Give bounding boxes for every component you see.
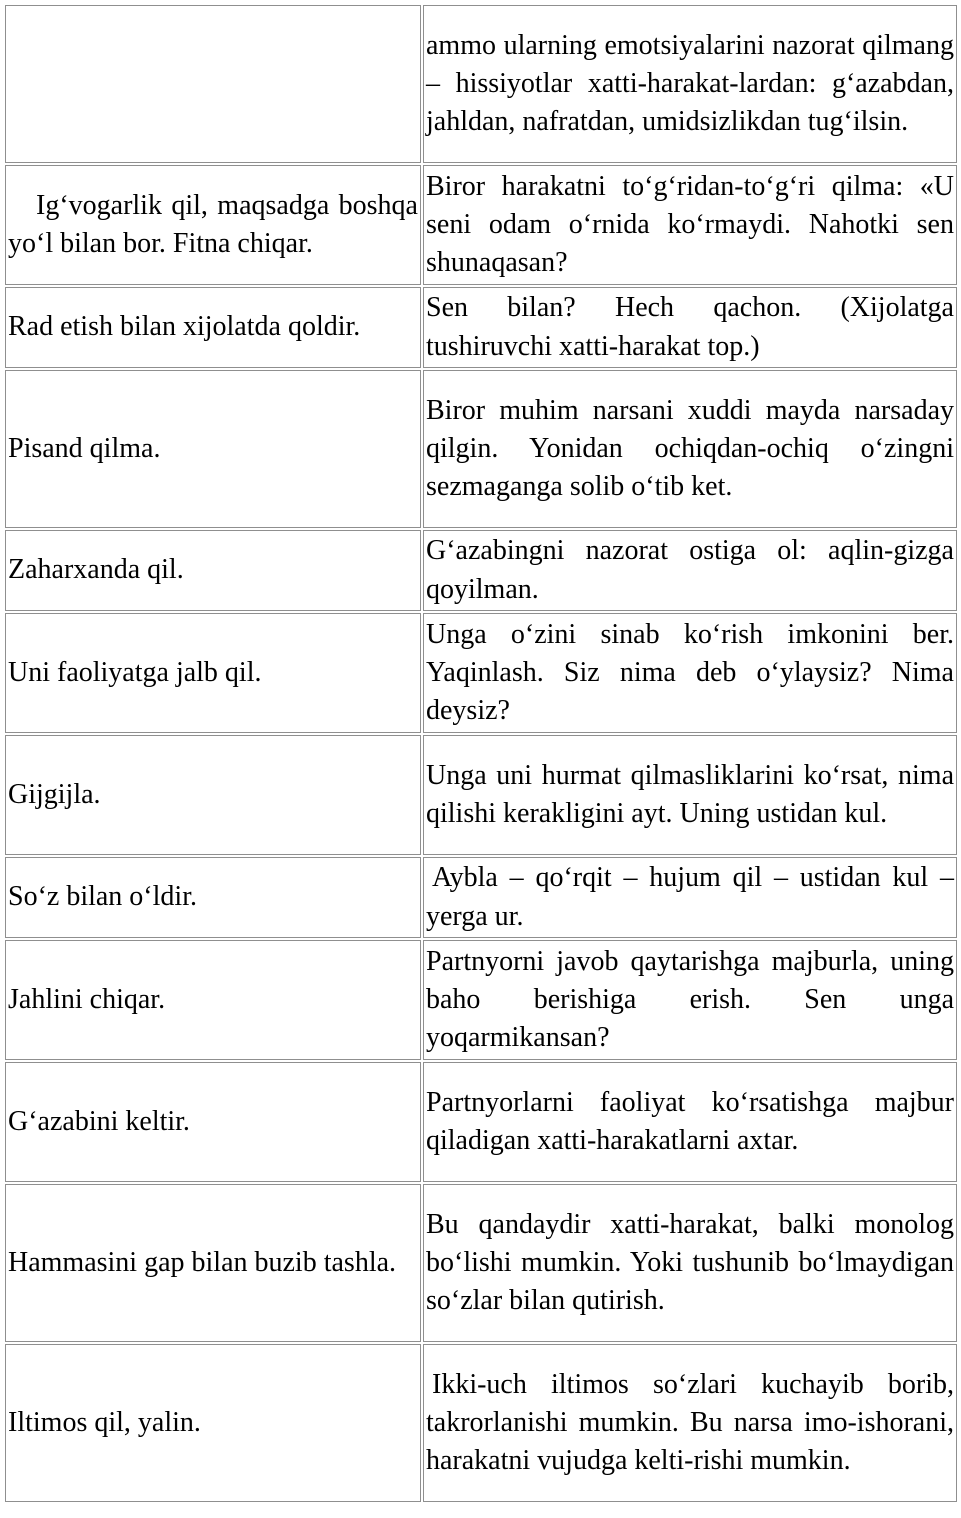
description-cell: Bu qandaydir xatti-harakat, balki monolog bo‘lishi mumkin. Yoki tushunib bo‘lmaydigan so‘zlar bilan qutirish.	[423, 1184, 957, 1342]
table-row	[5, 370, 957, 528]
description-cell: Sen bilan? Hech qachon. (Xijolatga tushiruvchi xatti-harakat top.)	[423, 287, 957, 368]
action-cell: Ig‘vogarlik qil, maqsadga boshqa yo‘l bilan bor. Fitna chiqar.	[5, 165, 421, 285]
description-cell: Partnyorlarni faoliyat ko‘rsatishga majbur qiladigan xatti-harakatlarni axtar.	[423, 1062, 957, 1182]
description-cell: Partnyorni javob qaytarishga majburla, uning baho berishiga erish. Sen unga yoqarmikansan?	[423, 940, 957, 1060]
description-cell: Biror muhim narsani xuddi mayda narsaday qilgin. Yonidan ochiqdan-ochiq o‘zingni sezmaganga solib o‘tib ket.	[423, 370, 957, 528]
description-cell: Unga o‘zini sinab ko‘rish imkonini ber. Yaqinlash. Siz nima deb o‘ylaysiz? Nima deysiz?	[423, 613, 957, 733]
table-row	[5, 287, 957, 368]
description-cell: Biror harakatni to‘g‘ridan-to‘g‘ri qilma: «U seni odam o‘rnida ko‘rmaydi. Nahotki sen shunaqasan?	[423, 165, 957, 285]
table-row	[5, 5, 957, 163]
action-cell: Iltimos qil, yalin.	[5, 1344, 421, 1502]
action-cell: Pisand qilma.	[5, 370, 421, 528]
action-cell: So‘z bilan o‘ldir.	[5, 857, 421, 938]
table-row	[5, 735, 957, 855]
action-cell: G‘azabini keltir.	[5, 1062, 421, 1182]
description-cell: Aybla – qo‘rqit – hujum qil – ustidan kul – yerga ur.	[423, 857, 957, 938]
action-cell: Jahlini chiqar.	[5, 940, 421, 1060]
action-cell: Gijgijla.	[5, 735, 421, 855]
description-cell: G‘azabingni nazorat ostiga ol: aqlin-gizga qoyilman.	[423, 530, 957, 611]
action-cell	[5, 5, 421, 163]
table-row	[5, 165, 957, 285]
actions-table	[3, 3, 959, 1504]
table-row	[5, 1184, 957, 1342]
table-row	[5, 530, 957, 611]
table-row	[5, 613, 957, 733]
table-row	[5, 857, 957, 938]
table-row	[5, 940, 957, 1060]
action-cell: Rad etish bilan xijolatda qoldir.	[5, 287, 421, 368]
action-cell: Uni faoliyatga jalb qil.	[5, 613, 421, 733]
description-cell: Unga uni hurmat qilmasliklarini ko‘rsat, nima qilishi kerakligini ayt. Uning ustidan kul.	[423, 735, 957, 855]
action-cell: Zaharxanda qil.	[5, 530, 421, 611]
table-row	[5, 1344, 957, 1502]
table-row	[5, 1062, 957, 1182]
description-cell: Ikki-uch iltimos so‘zlari kuchayib borib, takrorlanishi mumkin. Bu narsa imo-ishorani, harakatni vujudga kelti-rishi mumkin.	[423, 1344, 957, 1502]
description-cell: ammo ularning emotsiyalarini nazorat qilmang – hissiyotlar xatti-harakat-lardan: g‘azabdan, jahldan, nafratdan, umidsizlikdan tug‘ilsin.	[423, 5, 957, 163]
action-cell: Hammasini gap bilan buzib tashla.	[5, 1184, 421, 1342]
